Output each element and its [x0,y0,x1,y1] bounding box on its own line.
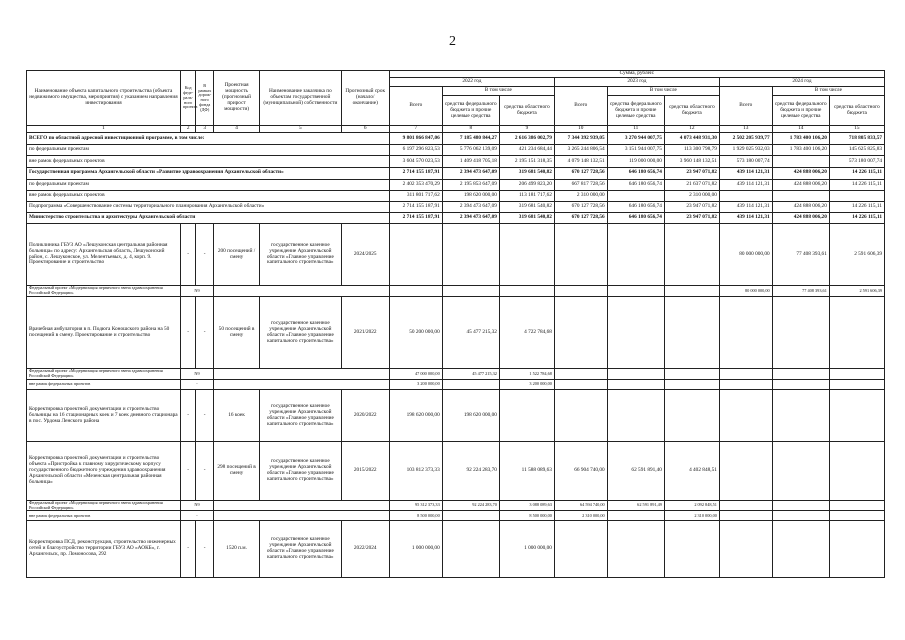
amount-cell: 62 591 891,40 [607,442,664,500]
column-number: 10 [554,126,607,133]
amount-cell: 319 681 540,82 [499,201,554,212]
amount-cell [499,286,554,297]
amount-cell: 439 114 121,31 [719,179,772,190]
column-number: 12 [664,126,719,133]
summary-label: по федеральным проектам [27,145,390,156]
amount-cell: 45 477 215,32 [442,296,499,368]
amount-cell: 14 226 115,11 [829,201,884,212]
amount-cell: 2 714 155 187,91 [389,201,442,212]
amount-cell [664,380,719,390]
amount-cell: 8 500 000,00 [389,511,442,521]
amount-cell [607,286,664,297]
summary-label: ВСЕГО по областной адресной инвестиционной программе, в том числе: [27,133,390,145]
object-capacity: 1520 п.м. [213,521,259,578]
amount-cell: 6 197 296 823,53 [389,145,442,156]
amount-cell: 2 616 386 002,79 [499,133,554,145]
header-fed-2022: средства федерального бюджета и прочие целевые средства [442,96,499,126]
amount-cell: 145 625 825,83 [829,145,884,156]
amount-cell: 3 151 944 007,75 [607,145,664,156]
amount-cell [772,511,829,521]
header-year-2022: 2022 год [389,78,554,87]
amount-cell: 8 500 000,00 [499,511,554,521]
amount-cell: 2 591 606,39 [829,286,884,297]
amount-cell: 439 114 121,31 [719,212,772,223]
source-row [27,500,885,511]
amount-cell [607,223,664,285]
amount-cell: 319 681 540,82 [499,212,554,223]
amount-cell [719,380,772,390]
amount-cell: 14 226 115,11 [829,167,884,179]
amount-cell: 646 180 656,74 [607,167,664,179]
amount-cell: 2 714 155 187,91 [389,167,442,179]
source-code: N9 [180,286,213,297]
header-fed-2024: средства федерального бюджета и прочие целевые средства [772,96,829,126]
amount-cell [554,380,607,390]
object-code: - [180,442,195,500]
header-year-2023: 2023 год [554,78,719,87]
amount-cell: 1 783 400 106,20 [772,145,829,156]
source-empty [213,369,389,380]
amount-cell [607,380,664,390]
amount-cell [772,190,829,201]
amount-cell: 1 522 784,68 [499,369,554,380]
column-number: 9 [499,126,554,133]
amount-cell [719,511,772,521]
amount-cell [829,500,884,511]
amount-cell: 4 079 148 132,51 [554,156,607,167]
object-row [27,442,885,500]
amount-cell [389,286,442,297]
object-name: Корректировка проектной документации и строительство объекта «Пристройка к главному хирургическому корпусу государственного бюджетного учреждения здравоохранения Архангельской области «Мезенская центральная районная больница» [27,442,181,500]
amount-cell: 2 092 848,51 [664,500,719,511]
amount-cell [554,296,607,368]
source-empty [213,380,389,390]
source-row [27,369,885,380]
amount-cell: 646 180 656,74 [607,179,664,190]
amount-cell [664,521,719,578]
header-sum: Сумма, рублей: [389,71,884,78]
amount-cell: 3 088 089,63 [499,500,554,511]
object-customer: государственное казенное учреждение Архангельской области «Главное управление капитального строительства» [260,442,341,500]
amount-cell: 2 591 606,39 [829,223,884,285]
header-customer: Наименование заказчика по объектам государственной (муниципальной) собственности [260,71,341,126]
amount-cell: 2 394 473 647,09 [442,167,499,179]
amount-cell: 3 270 944 007,75 [607,133,664,145]
object-dfp: - [196,296,214,368]
source-label: Федеральный проект «Модернизация первичного звена здравоохранения Российской Федерации» [27,369,181,380]
investment-program-table [26,70,885,578]
amount-cell: 45 477 215,32 [442,369,499,380]
amount-cell: 1 409 418 705,18 [442,156,499,167]
header-total-2022: Всего [389,87,442,126]
object-row [27,223,885,285]
source-empty [213,286,389,297]
summary-row [27,179,885,190]
object-customer: государственное казенное учреждение Архангельской области «Главное управление капитального строительства» [260,223,341,285]
source-label: Федеральный проект «Модернизация первичного звена здравоохранения Российской Федерации» [27,286,181,297]
amount-cell [664,223,719,285]
summary-row [27,156,885,167]
amount-cell [664,390,719,442]
amount-cell: 1 000 000,00 [499,521,554,578]
summary-row [27,167,885,179]
header-total-2024: Всего [719,87,772,126]
object-row [27,390,885,442]
object-name: Корректировка ПСД, реконструкция, строительство инженерных сетей и благоустройство территории ГБУЗ АО «АОКБ», г. Архангельск, пр. Ломоносова, 292 [27,521,181,578]
amount-cell: 23 947 071,82 [664,201,719,212]
amount-cell: 4 402 848,51 [664,442,719,500]
amount-cell: 2 195 151 318,35 [499,156,554,167]
summary-row [27,145,885,156]
amount-cell: 319 681 540,82 [499,167,554,179]
object-customer: государственное казенное учреждение Архангельской области «Главное управление капитального строительства» [260,521,341,578]
amount-cell [607,521,664,578]
column-number: 4 [213,126,259,133]
amount-cell [772,390,829,442]
amount-cell [664,369,719,380]
amount-cell [719,369,772,380]
amount-cell [607,390,664,442]
amount-cell: 14 226 115,11 [829,179,884,190]
amount-cell: 198 620 000,00 [389,390,442,442]
amount-cell [442,521,499,578]
amount-cell [389,223,442,285]
amount-cell: 9 801 866 847,06 [389,133,442,145]
amount-cell: 3 265 244 806,54 [554,145,607,156]
amount-cell [772,500,829,511]
object-term: 2021/2022 [341,296,389,368]
summary-label: Подпрограмма «Совершенствование системы территориального планирования Архангельской области» [27,201,390,212]
amount-cell: 2 394 473 647,09 [442,201,499,212]
source-code: N9 [180,369,213,380]
summary-label: Министерство строительства и архитектуры Архангельской области [27,212,390,223]
amount-cell: 66 904 740,00 [554,442,607,500]
amount-cell: 198 620 000,00 [442,190,499,201]
summary-row [27,190,885,201]
object-capacity: 298 посещений в смену [213,442,259,500]
amount-cell: 77 408 393,61 [772,223,829,285]
amount-cell [664,296,719,368]
object-code: - [180,223,195,285]
amount-cell: 573 180 007,74 [829,156,884,167]
amount-cell [554,223,607,285]
amount-cell [607,511,664,521]
column-number-row [27,126,885,133]
amount-cell [664,286,719,297]
amount-cell: 119 000 000,00 [607,156,664,167]
header-reg-2023: средства областного бюджета [664,96,719,126]
object-term: 2020/2022 [341,390,389,442]
header-name: Наименование объекта капитального строительства (объекта недвижимого имущества, мероприятия) с указанием направления инвестирования [27,71,181,126]
amount-cell: 14 226 115,11 [829,212,884,223]
amount-cell: 23 947 071,82 [664,167,719,179]
object-row [27,296,885,368]
amount-cell [607,296,664,368]
amount-cell [829,369,884,380]
object-capacity: 200 посещений / смену [213,223,259,285]
column-number: 1 [27,126,181,133]
amount-cell: 2 394 473 647,09 [442,212,499,223]
column-number: 2 [180,126,195,133]
summary-row [27,201,885,212]
amount-cell: 670 127 728,56 [554,167,607,179]
header-incl-2024: В том числе [772,87,884,96]
amount-cell: 7 185 480 844,27 [442,133,499,145]
amount-cell: 95 312 373,33 [389,500,442,511]
amount-cell [829,390,884,442]
column-number: 5 [260,126,341,133]
amount-cell: 4 722 784,68 [499,296,554,368]
amount-cell [719,390,772,442]
amount-cell [554,369,607,380]
amount-cell [719,190,772,201]
amount-cell: 2 402 353 470,29 [389,179,442,190]
amount-cell [719,442,772,500]
column-number: 15 [829,126,884,133]
amount-cell: 64 594 740,00 [554,500,607,511]
amount-cell: 670 127 728,56 [554,212,607,223]
source-row [27,511,885,521]
amount-cell: 573 180 007,74 [719,156,772,167]
amount-cell [442,286,499,297]
source-row [27,286,885,297]
source-row [27,380,885,390]
amount-cell: 2 310 000,00 [554,190,607,201]
object-term: 2022/2024 [341,521,389,578]
amount-cell [554,521,607,578]
amount-cell [829,380,884,390]
amount-cell: 646 180 656,74 [607,212,664,223]
object-dfp: - [196,521,214,578]
summary-label: по федеральным проектам [27,179,390,190]
column-number: 11 [607,126,664,133]
summary-row [27,212,885,223]
object-term: 2015/2022 [341,442,389,500]
amount-cell [442,511,499,521]
amount-cell [554,286,607,297]
column-number: 8 [442,126,499,133]
source-empty [213,511,389,521]
amount-cell: 1 000 000,00 [389,521,442,578]
object-customer: государственное казенное учреждение Архангельской области «Главное управление капитального строительства» [260,296,341,368]
header-capacity: Проектная мощность (прогнозный прирост мощности) [213,71,259,126]
amount-cell: 424 888 006,20 [772,167,829,179]
amount-cell [829,511,884,521]
amount-cell [719,500,772,511]
header-fed-2023: средства федерального бюджета и прочие целевые средства [607,96,664,126]
column-number: 14 [772,126,829,133]
amount-cell [719,296,772,368]
amount-cell [719,521,772,578]
source-label: вне рамок федеральных проектов [27,511,181,521]
page-number: 2 [449,34,456,49]
amount-cell: 113 300 798,79 [664,145,719,156]
amount-cell: 92 224 283,70 [442,442,499,500]
amount-cell: 77 408 393,61 [772,286,829,297]
header-total-2023: Всего [554,87,607,126]
amount-cell: 439 114 121,31 [719,201,772,212]
amount-cell: 80 000 000,00 [719,223,772,285]
amount-cell: 113 181 717,62 [499,190,554,201]
header-reg-2024: средства областного бюджета [829,96,884,126]
column-number: 3 [196,126,214,133]
amount-cell: 2 195 853 647,09 [442,179,499,190]
amount-cell: 311 801 717,62 [389,190,442,201]
header-code: Код феде-раль-ного проекта [180,71,195,126]
column-number: 6 [341,126,389,133]
amount-cell [772,521,829,578]
amount-cell: 11 588 089,63 [499,442,554,500]
source-label: Федеральный проект «Модернизация первичного звена здравоохранения Российской Федерации» [27,500,181,511]
amount-cell [772,369,829,380]
header-dfp: В рамках дорож-ного фонда (ДФ) [196,71,214,126]
object-code: - [180,296,195,368]
header-term: Прогнозный срок (начало/ окончание) [341,71,389,126]
amount-cell [499,223,554,285]
amount-cell: 5 776 062 139,09 [442,145,499,156]
source-empty [213,500,389,511]
amount-cell: 646 180 656,74 [607,201,664,212]
amount-cell: 7 344 392 939,05 [554,133,607,145]
amount-cell: 62 591 891,49 [607,500,664,511]
object-code: - [180,390,195,442]
amount-cell: 2 310 000,00 [664,190,719,201]
summary-label: вне рамок федеральных проектов [27,156,390,167]
object-term: 2024/2025 [341,223,389,285]
amount-cell: 4 073 448 931,30 [664,133,719,145]
amount-cell: 718 805 833,57 [829,133,884,145]
object-capacity: 16 коек [213,390,259,442]
object-dfp: - [196,442,214,500]
amount-cell: 92 224 283,70 [442,500,499,511]
amount-cell [772,296,829,368]
amount-cell: 1 783 400 106,20 [772,133,829,145]
amount-cell: 47 000 000,00 [389,369,442,380]
object-row [27,521,885,578]
amount-cell: 424 888 006,20 [772,179,829,190]
amount-cell: 421 234 684,44 [499,145,554,156]
summary-label: Государственная программа Архангельской области «Развитие здравоохранения Архангельской области» [27,167,390,179]
header-incl-2023: В том числе [607,87,719,96]
object-capacity: 50 посещений в смену [213,296,259,368]
amount-cell: 21 637 071,82 [664,179,719,190]
object-name: Корректировка проектной документации и строительство больницы на 16 стационарных коек и 7 коек дневного стационара в пос. Урдома Ленского района [27,390,181,442]
amount-cell [829,190,884,201]
amount-cell [442,223,499,285]
source-code: N9 [180,500,213,511]
object-dfp: - [196,223,214,285]
column-number: 7 [389,126,442,133]
object-dfp: - [196,390,214,442]
amount-cell [829,442,884,500]
amount-cell: 1 929 025 932,03 [719,145,772,156]
amount-cell [442,380,499,390]
amount-cell [829,296,884,368]
amount-cell [772,442,829,500]
amount-cell: 198 620 000,00 [442,390,499,442]
amount-cell: 80 000 000,00 [719,286,772,297]
amount-cell: 2 310 000,00 [554,511,607,521]
amount-cell: 667 817 728,56 [554,179,607,190]
object-name: Врачебная амбулатория в п. Подюга Коношского района на 50 посещений в смену. Проектирование и строительство [27,296,181,368]
amount-cell: 206 499 823,20 [499,179,554,190]
summary-row [27,133,885,145]
amount-cell: 50 200 000,00 [389,296,442,368]
amount-cell: 670 127 728,56 [554,201,607,212]
amount-cell [772,156,829,167]
header-reg-2022: средства областного бюджета [499,96,554,126]
column-number: 13 [719,126,772,133]
source-label: вне рамок федеральных проектов [27,380,181,390]
amount-cell: 23 947 071,82 [664,212,719,223]
amount-cell [607,190,664,201]
object-customer: государственное казенное учреждение Архангельской области «Главное управление капитального строительства» [260,390,341,442]
amount-cell: 3 200 000,00 [499,380,554,390]
amount-cell [554,390,607,442]
amount-cell [772,380,829,390]
header-incl-2022: В том числе [442,87,554,96]
amount-cell: 2 714 155 187,91 [389,212,442,223]
header-year-2024: 2024 год [719,78,884,87]
object-name: Поликлиника ГБУЗ АО «Лешуконская центральная районная больница» по адресу: Архангельская область, Лешуконский район, с. Лешуконское, ул. Мелентьевых, д. 4, корп. 9. Проектирование и строительство [27,223,181,285]
amount-cell: 3 604 570 023,53 [389,156,442,167]
amount-cell: 424 888 006,20 [772,201,829,212]
amount-cell [607,369,664,380]
summary-label: вне рамок федеральных проектов [27,190,390,201]
object-code: - [180,521,195,578]
amount-cell: 3 200 000,00 [389,380,442,390]
amount-cell: 2 502 205 939,77 [719,133,772,145]
source-code: - [180,380,213,390]
amount-cell: 2 310 000,00 [664,511,719,521]
source-code: - [180,511,213,521]
amount-cell: 3 960 148 132,51 [664,156,719,167]
amount-cell: 439 114 121,31 [719,167,772,179]
amount-cell: 424 888 006,20 [772,212,829,223]
amount-cell [499,390,554,442]
amount-cell: 103 812 373,33 [389,442,442,500]
amount-cell [829,521,884,578]
